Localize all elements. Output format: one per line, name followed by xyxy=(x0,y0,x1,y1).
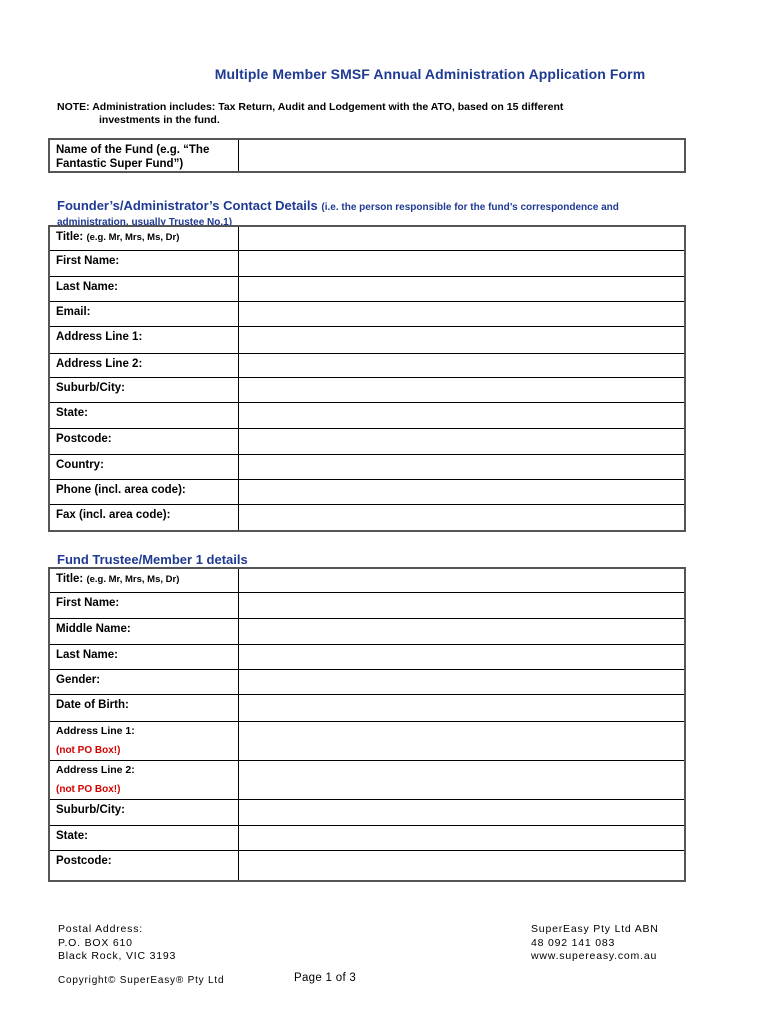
label-text: Gender: xyxy=(56,673,101,686)
founder-address-line-1-label xyxy=(49,326,239,353)
founder-heading-sub-2: administration, usually Trustee No.1) xyxy=(57,217,233,228)
member-last-name-label xyxy=(49,644,239,669)
footer-page-number: Page 1 of 3 xyxy=(294,972,357,984)
founder-title-hint: (e.g. Mr, Mrs, Ms, Dr) xyxy=(86,232,180,243)
note-line-1: NOTE: Administration includes: Tax Return, Audit and Lodgement with the ATO, based on 15 different xyxy=(57,101,564,113)
fund-name-input[interactable] xyxy=(239,139,686,172)
footer-company xyxy=(531,923,659,964)
member-table xyxy=(48,567,686,882)
footer-postal xyxy=(58,923,176,964)
member-state-input[interactable] xyxy=(239,825,686,850)
founder-first-name-label xyxy=(49,250,239,276)
member-address-line-1-label xyxy=(49,721,239,760)
founder-state-input[interactable] xyxy=(239,402,686,428)
member-postcode-label xyxy=(49,850,239,881)
founder-table xyxy=(48,225,686,532)
founder-state-label xyxy=(49,402,239,428)
note-line-2: investments in the fund. xyxy=(99,114,220,126)
label-text: Postcode: xyxy=(56,854,112,867)
founder-first-name-input[interactable] xyxy=(239,250,686,276)
founder-title-text: Title: xyxy=(56,231,84,243)
label-text: State: xyxy=(56,829,88,842)
founder-email-input[interactable] xyxy=(239,301,686,326)
founder-title-input[interactable] xyxy=(239,226,686,250)
member-state-label xyxy=(49,825,239,850)
member-title-input[interactable] xyxy=(239,568,686,592)
founder-country-input[interactable] xyxy=(239,454,686,479)
member-date-of-birth-input[interactable] xyxy=(239,694,686,721)
member-middle-name-label xyxy=(49,618,239,644)
founder-suburb-city-label xyxy=(49,377,239,402)
footer-postal-label: Postal Address: xyxy=(58,923,143,935)
footer-copyright: Copyright© SuperEasy® Pty Ltd xyxy=(58,975,225,986)
fund-name-label-line-2: Fantastic Super Fund”) xyxy=(56,158,184,170)
member-last-name-input[interactable] xyxy=(239,644,686,669)
fund-name-label xyxy=(49,139,239,172)
founder-postcode-label xyxy=(49,428,239,454)
label-text: First Name: xyxy=(56,596,120,609)
not-po-box-note: (not PO Box!) xyxy=(56,744,121,756)
label-text: Phone (incl. area code): xyxy=(56,483,186,496)
note xyxy=(57,101,697,127)
member-first-name-label xyxy=(49,592,239,618)
founder-last-name-input[interactable] xyxy=(239,276,686,301)
member-address-line-1-input[interactable] xyxy=(239,721,686,760)
label-text: Last Name: xyxy=(56,280,118,293)
label-text: Middle Name: xyxy=(56,622,131,635)
founder-suburb-city-input[interactable] xyxy=(239,377,686,402)
member-date-of-birth-label xyxy=(49,694,239,721)
label-text: State: xyxy=(56,406,88,419)
fund-name-label-line-1: Name of the Fund (e.g. “The xyxy=(56,144,210,156)
footer-website: www.supereasy.com.au xyxy=(531,950,658,962)
founder-title-label xyxy=(49,226,239,250)
founder-fax-incl-area-code-label xyxy=(49,504,239,531)
member-postcode-input[interactable] xyxy=(239,850,686,881)
fund-name-table xyxy=(48,138,686,173)
founder-address-line-2-label xyxy=(49,353,239,377)
not-po-box-note: (not PO Box!) xyxy=(56,783,121,795)
founder-address-line-1-input[interactable] xyxy=(239,326,686,353)
member-title-text: Title: xyxy=(56,573,84,585)
founder-fax-incl-area-code-input[interactable] xyxy=(239,504,686,531)
label-text: Last Name: xyxy=(56,648,118,661)
founder-phone-incl-area-code-label xyxy=(49,479,239,504)
founder-last-name-label xyxy=(49,276,239,301)
member-gender-label xyxy=(49,669,239,694)
founder-heading-text: Founder’s/Administrator’s Contact Details xyxy=(57,198,318,213)
founder-country-label xyxy=(49,454,239,479)
address-label-text: Address Line 1: xyxy=(56,724,135,737)
footer-po-box: P.O. BOX 610 xyxy=(58,936,133,949)
founder-heading-sub-1: (i.e. the person responsible for the fund’s correspondence and xyxy=(321,202,619,213)
member-suburb-city-input[interactable] xyxy=(239,799,686,825)
founder-address-line-2-input[interactable] xyxy=(239,353,686,377)
footer-city: Black Rock, VIC 3193 xyxy=(58,950,177,962)
member-suburb-city-label xyxy=(49,799,239,825)
label-text: Country: xyxy=(56,458,104,471)
label-text: Address Line 1: xyxy=(56,330,143,343)
label-text: Date of Birth: xyxy=(56,698,129,711)
member-middle-name-input[interactable] xyxy=(239,618,686,644)
member-section-heading: Fund Trustee/Member 1 details xyxy=(57,552,248,567)
label-text: Fax (incl. area code): xyxy=(56,508,171,521)
founder-email-label xyxy=(49,301,239,326)
member-title-label xyxy=(49,568,239,592)
founder-phone-incl-area-code-input[interactable] xyxy=(239,479,686,504)
member-first-name-input[interactable] xyxy=(239,592,686,618)
founder-postcode-input[interactable] xyxy=(239,428,686,454)
address-label-text: Address Line 2: xyxy=(56,763,135,776)
member-title-hint: (e.g. Mr, Mrs, Ms, Dr) xyxy=(86,574,180,585)
label-text: Suburb/City: xyxy=(56,803,125,816)
member-gender-input[interactable] xyxy=(239,669,686,694)
form-title: Multiple Member SMSF Annual Administration Application Form xyxy=(214,66,646,82)
footer-abn: 48 092 141 083 xyxy=(531,936,616,949)
member-address-line-2-input[interactable] xyxy=(239,760,686,799)
label-text: Suburb/City: xyxy=(56,381,125,394)
member-address-line-2-label xyxy=(49,760,239,799)
label-text: Postcode: xyxy=(56,432,112,445)
label-text: Address Line 2: xyxy=(56,357,143,370)
footer-company-abn: SuperEasy Pty Ltd ABN xyxy=(531,923,659,935)
label-text: Email: xyxy=(56,305,91,318)
label-text: First Name: xyxy=(56,254,120,267)
